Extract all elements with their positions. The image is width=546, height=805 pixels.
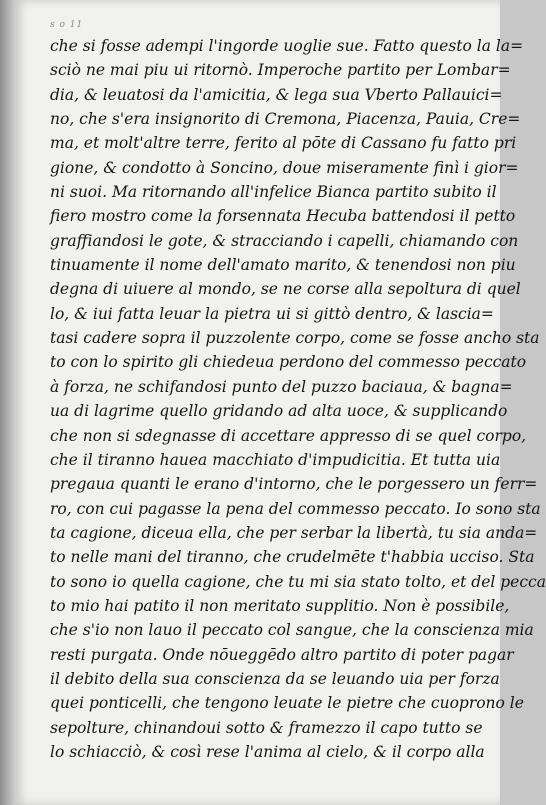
text-line: lo schiacciò, & così rese l'anima al cielo, & il corpo alla [50, 742, 485, 761]
text-line: to mio hai patito il non meritato supplitio. Non è possibile, [50, 596, 510, 615]
text-line: dia, & leuatosi da l'amicitia, & lega sua Vberto Pallauici= [50, 85, 503, 104]
text-line: ni suoi. Ma ritornando all'infelice Bianca partito subito il [50, 183, 497, 202]
text-line: pregaua quanti le erano d'intorno, che le porgessero un ferr= [50, 475, 538, 494]
text-line: tasi cadere sopra il puzzolente corpo, come se fosse ancho sta [50, 329, 540, 348]
text-line: to nelle mani del tiranno, che crudelmēte t'habbia ucciso. Sta [50, 548, 535, 567]
book-page [14, 0, 546, 805]
page-text [50, 34, 546, 764]
text-line: graffiandosi le gote, & stracciando i capelli, chiamando con [50, 231, 519, 250]
text-line: ta cagione, diceua ella, che per serbar la libertà, tu sia anda= [50, 523, 538, 542]
text-line: no, che s'era insignorito di Cremona, Piacenza, Pauia, Cre= [50, 110, 521, 129]
text-line: che s'io non lauo il peccato col sangue, che la conscienza mia [50, 621, 534, 640]
text-line: ma, et molt'altre terre, ferito al pōte di Cassano fu fatto pri [50, 134, 517, 153]
text-line: fiero mostro come la forsennata Hecuba battendosi il petto [50, 207, 516, 226]
text-line: resti purgata. Onde nōueggēdo altro partito di poter pagar [50, 645, 514, 664]
text-line: il debito della sua conscienza da se leuando uia per forza [50, 669, 500, 688]
text-line: che il tiranno hauea macchiato d'impudicitia. Et tutta uia [50, 450, 501, 469]
text-line: to sono io quella cagione, che tu mi sia stato tolto, et del pecca [50, 572, 546, 591]
marginal-mark: s o 11 [50, 20, 84, 30]
text-line: tinuamente il nome dell'amato marito, & tenendosi non piu [50, 256, 516, 275]
text-line: lo, & iui fatta leuar la pietra ui si gittò dentro, & lascia= [50, 304, 494, 323]
book-gutter-shadow [0, 0, 14, 805]
text-line: to con lo spirito gli chiedeua perdono del commesso peccato [50, 353, 527, 372]
text-line: che non si sdegnasse di accettare appresso di se quel corpo, [50, 426, 527, 445]
text-line: che si fosse adempi l'ingorde uoglie sue. Fatto questo la la= [50, 37, 524, 55]
text-line: degna di uiuere al mondo, se ne corse alla sepoltura di quel [50, 280, 521, 299]
text-line: sepolture, chinandoui sotto & framezzo il capo tutto se [50, 718, 483, 737]
text-line: ua di lagrime quello gridando ad alta uoce, & supplicando [50, 402, 508, 421]
text-line: gione, & condotto à Soncino, doue miseramente finì i gior= [50, 158, 519, 177]
text-line: à forza, ne schifandosi punto del puzzo baciaua, & bagna= [50, 377, 513, 396]
text-line: sciò ne mai piu ui ritornò. Imperoche partito per Lombar= [50, 61, 511, 80]
text-line: quei ponticelli, che tengono leuate le pietre che cuoprono le [50, 694, 524, 713]
text-line: ro, con cui pagasse la pena del commesso peccato. Io sono sta [50, 499, 541, 518]
